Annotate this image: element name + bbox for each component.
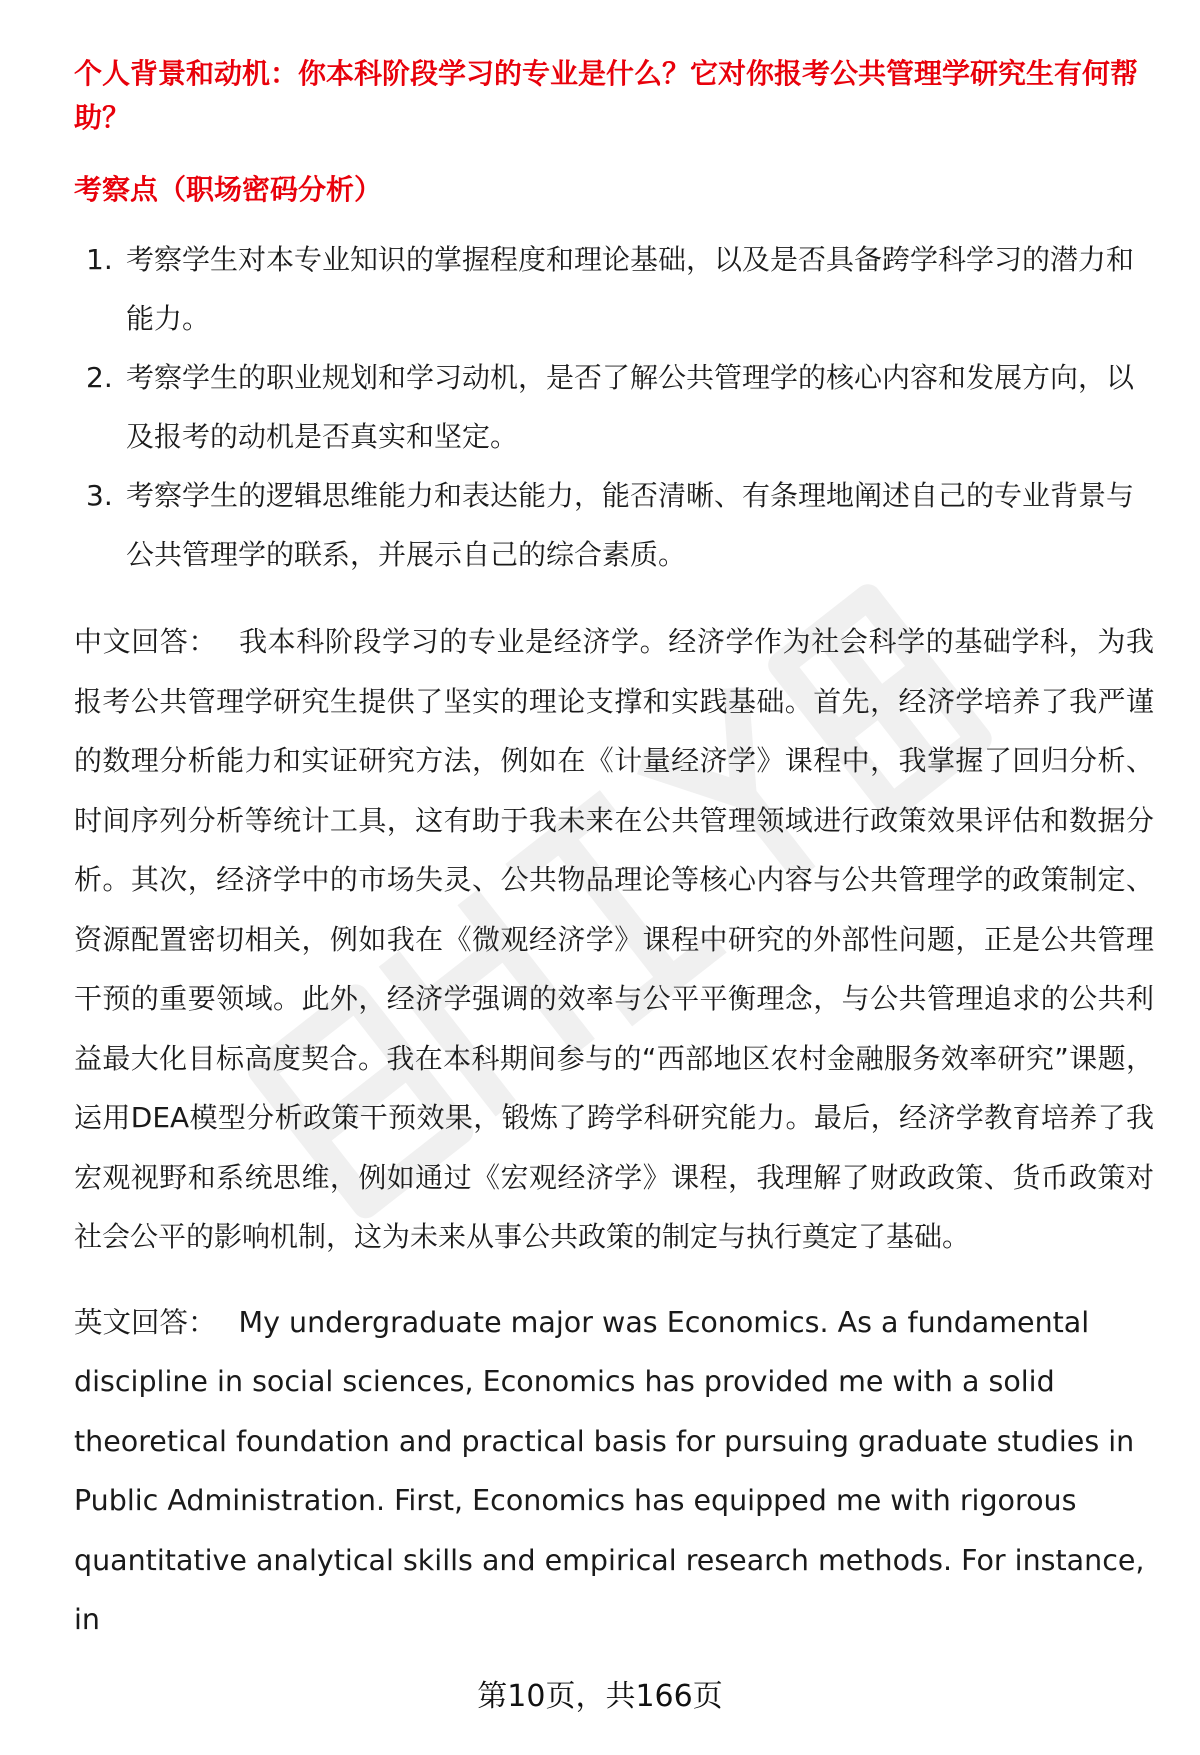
points-heading: 考察点（职场密码分析） — [74, 173, 383, 206]
chinese-answer-label: 中文回答： — [74, 625, 218, 658]
list-item — [74, 230, 1154, 348]
chinese-answer — [74, 612, 1154, 1267]
list-item-number: 2. — [86, 361, 113, 394]
list-item — [74, 466, 1154, 584]
english-answer — [74, 1293, 1154, 1650]
list-item-number: 1. — [86, 243, 113, 276]
question-heading: 个人背景和动机：你本科阶段学习的专业是什么？它对你报考公共管理学研究生有何帮助？ — [74, 57, 1139, 134]
page-number-footer: 第10页，共166页 — [477, 1679, 723, 1714]
points-list — [74, 230, 1154, 584]
chinese-answer-text: 我本科阶段学习的专业是经济学。经济学作为社会科学的基础学科，为我报考公共管理学研究生提供了坚实的理论支撑和实践基础。首先，经济学培养了我严谨的数理分析能力和实证研究方法，例如在《计量经济学》课程中，我掌握了回归分析、时间序列分析等统计工具，这有助于我未来在公共管理领域进行政策效果评估和数据分析。其次，经济学中的市场失灵、公共物品理论等核心内容与公共管理学的政策制定、资源配置密切相关，例如我在《微观经济学》课程中研究的外部性问题，正是公共管理干预的重要领域。此外，经济学强调的效率与公平平衡理念，与公共管理追求的公共利益最大化目标高度契合。我在本科期间参与的“西部地区农村金融服务效率研究”课题，运用DEA模型分析政策干预效果，锻炼了跨学科研究能力。最后，经济学教育培养了我宏观视野和系统思维，例如通过《宏观经济学》课程，我理解了财政政策、货币政策对社会公平的影响机制，这为未来从事公共政策的制定与执行奠定了基础。 — [74, 625, 1154, 1253]
content-area — [74, 52, 1154, 1650]
list-item-text: 考察学生的职业规划和学习动机，是否了解公共管理学的核心内容和发展方向，以及报考的动机是否真实和坚定。 — [126, 361, 1135, 453]
list-item — [74, 348, 1154, 466]
english-answer-label: 英文回答： — [74, 1305, 217, 1339]
list-item-number: 3. — [86, 479, 113, 512]
list-item-text: 考察学生的逻辑思维能力和表达能力，能否清晰、有条理地阐述自己的专业背景与公共管理学的联系，并展示自己的综合素质。 — [126, 479, 1135, 571]
list-item-text: 考察学生对本专业知识的掌握程度和理论基础，以及是否具备跨学科学习的潜力和能力。 — [126, 243, 1135, 335]
english-answer-text: My undergraduate major was Economics. As a fundamental discipline in social sciences, Economics has provided me with a solid theoretical foundation and practical basis for pursuing graduate studies in Public Administration. First, Economics has equipped me with rigorous quantitative analytical skills and empirical research methods. For instance, in — [74, 1305, 1145, 1636]
